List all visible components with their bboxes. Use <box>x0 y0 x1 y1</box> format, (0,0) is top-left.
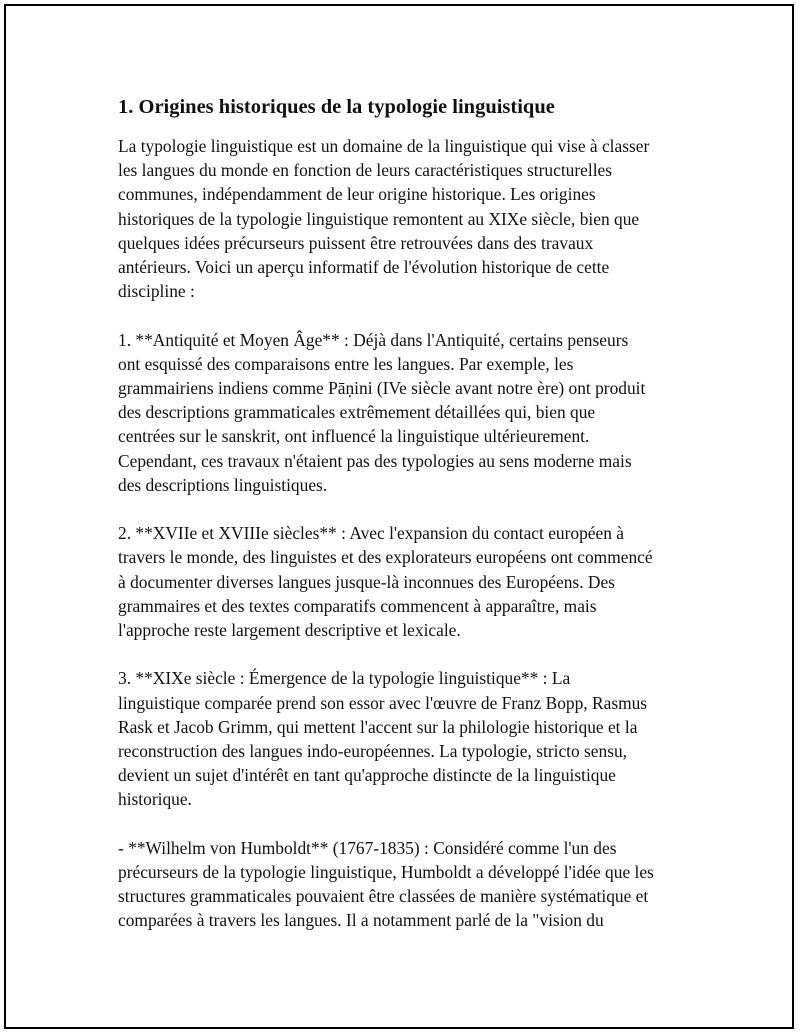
paragraph-humboldt: - **Wilhelm von Humboldt** (1767-1835) : Considéré comme l'un des précurseurs de la typologie linguistique, Humboldt a développé l'idée que les structures grammaticales pouvaient être classées de manière systématique et comparées à travers les langues. Il a notamment parlé de la "vision du <box>118 837 654 931</box>
paragraph-17th-18th-centuries: 2. **XVIIe et XVIIIe siècles** : Avec l'expansion du contact européen à travers le monde, des linguistes et des explorateurs européens ont commencé à documenter diverses langues jusque-là inconnues des Européens. Des grammaires et des textes comparatifs commencent à apparaître, mais l'approche reste largement descriptive et lexicale. <box>118 523 653 641</box>
intro-paragraph: La typologie linguistique est un domaine de la linguistique qui vise à classer les langues du monde en fonction de leurs caractéristiques structurelles communes, indépendamment de leur origine historique. Les origines historiques de la typologie linguistique remontent au XIXe siècle, bien que quelques idées précurseurs puissent être retrouvées dans des travaux antérieurs. Voici un aperçu informatif de l'évolution historique de cette discipline : <box>118 136 650 302</box>
paragraph-19th-century: 3. **XIXe siècle : Émergence de la typologie linguistique** : La linguistique comparée prend son essor avec l'œuvre de Franz Bopp, Rasmus Rask et Jacob Grimm, qui mettent l'accent sur la philologie historique et la reconstruction des langues indo-européennes. La typologie, stricto sensu, devient un sujet d'intérêt en tant qu'approche distincte de la linguistique historique. <box>118 668 648 810</box>
section-title: 1. Origines historiques de la typologie linguistique <box>118 96 555 118</box>
document-body <box>118 94 718 957</box>
paragraph-antiquity: 1. **Antiquité et Moyen Âge** : Déjà dans l'Antiquité, certains penseurs ont esquissé des comparaisons entre les langues. Par exemple, les grammairiens indiens comme Pāṇini (IVe siècle avant notre ère) ont produit des descriptions grammaticales extrêmement détaillées qui, bien que centrées sur le sanskrit, ont influencé la linguistique ultérieurement. Cependant, ces travaux n'étaient pas des typologies au sens moderne mais des descriptions linguistiques. <box>118 329 646 495</box>
